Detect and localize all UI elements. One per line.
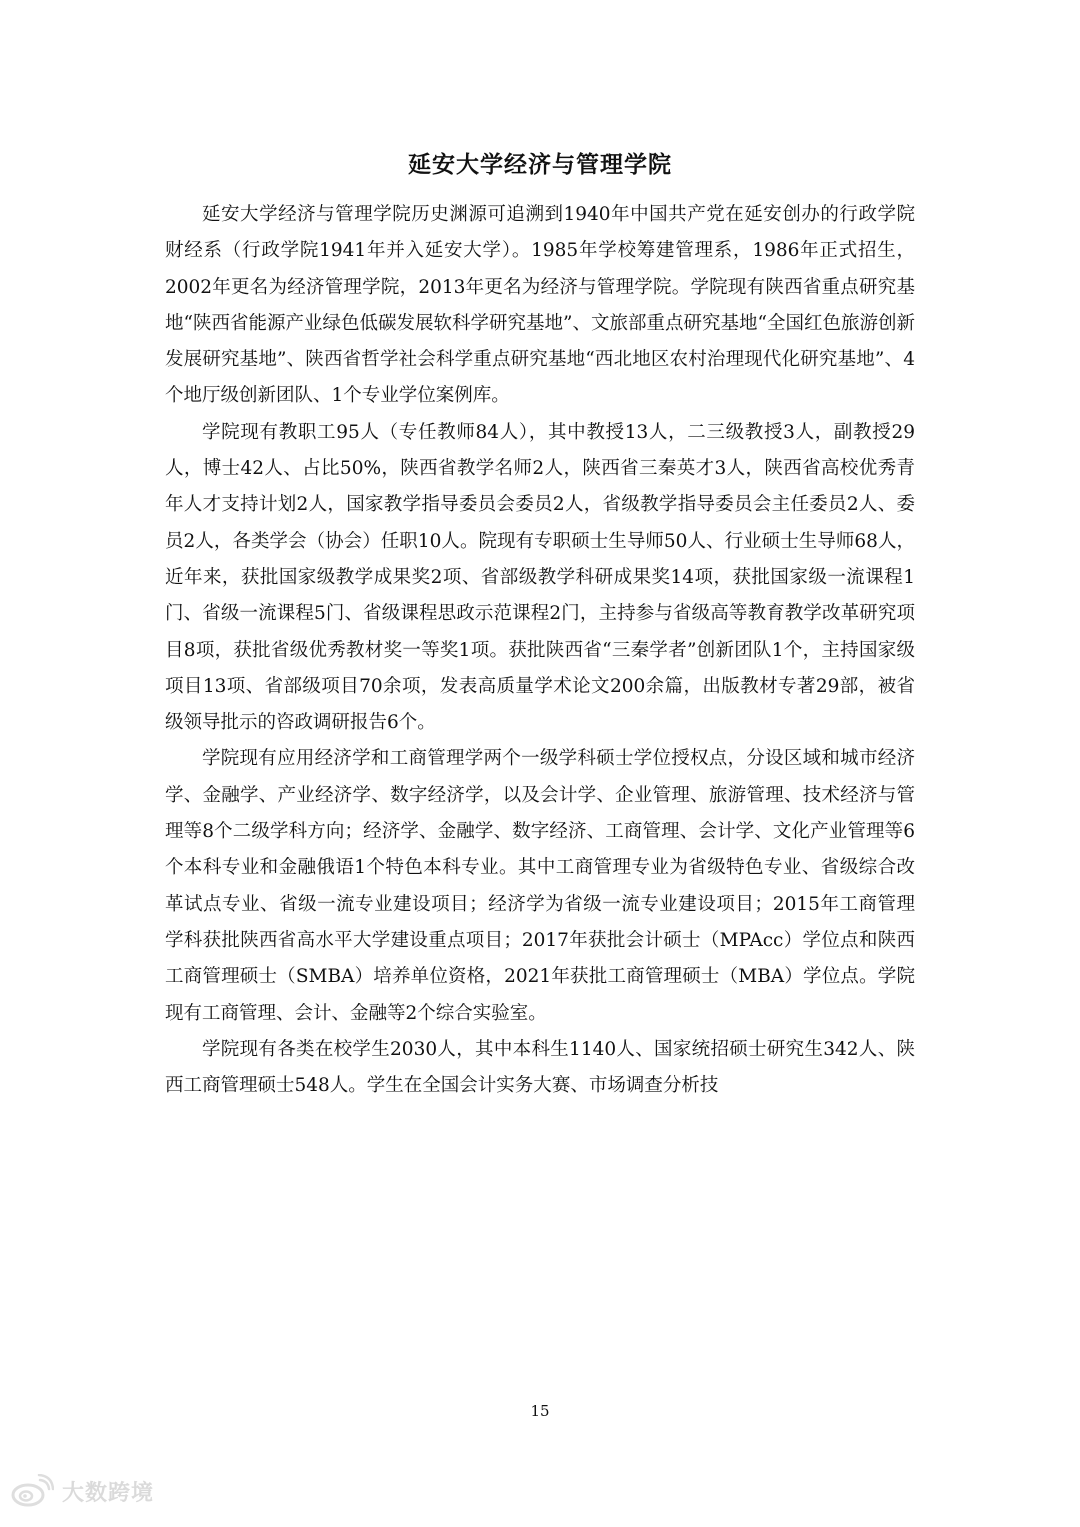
paragraph-programs: 学院现有应用经济学和工商管理学两个一级学科硕士学位授权点，分设区域和城市经济学、金融学、产业经济学、数字经济学，以及会计学、企业管理、旅游管理、技术经济与管理等8个二级学科方向；经济学、金融学、数字经济、工商管理、会计学、文化产业管理等6个本科专业和金融俄语1个特色本科专业。其中工商管理专业为省级特色专业、省级综合改革试点专业、省级一流专业建设项目；经济学为省级一流专业建设项目；2015年工商管理学科获批陕西省高水平大学建设重点项目；2017年获批会计硕士（MPAcc）学位点和陕西工商管理硕士（SMBA）培养单位资格，2021年获批工商管理硕士（MBA）学位点。学院现有工商管理、会计、金融等2个综合实验室。 xyxy=(165,748,915,1024)
weibo-logo-icon xyxy=(10,1474,54,1508)
watermark xyxy=(10,1471,154,1511)
paragraph-students: 学院现有各类在校学生2030人，其中本科生1140人、国家统招硕士研究生342人、陕西工商管理硕士548人。学生在全国会计实务大赛、市场调查分析技 xyxy=(165,1038,915,1097)
document-title: 延安大学经济与管理学院 xyxy=(408,152,672,178)
watermark-text: 大数跨境 xyxy=(62,1480,155,1506)
document-body xyxy=(165,197,915,1104)
paragraph-history: 延安大学经济与管理学院历史渊源可追溯到1940年中国共产党在延安创办的行政学院财经系（行政学院1941年并入延安大学）。1985年学校筹建管理系，1986年正式招生，2002年更名为经济管理学院，2013年更名为经济与管理学院。学院现有陕西省重点研究基地“陕西省能源产业绿色低碳发展软科学研究基地”、文旅部重点研究基地“全国红色旅游创新发展研究基地”、陕西省哲学社会科学重点研究基地“西北地区农村治理现代化研究基地”、4个地厅级创新团队、1个专业学位案例库。 xyxy=(165,204,915,407)
page-number: 15 xyxy=(530,1402,550,1420)
paragraph-faculty: 学院现有教职工95人（专任教师84人），其中教授13人，二三级教授3人，副教授29人，博士42人、占比50%，陕西省教学名师2人，陕西省三秦英才3人，陕西省高校优秀青年人才支持计划2人，国家教学指导委员会委员2人，省级教学指导委员会主任委员2人、委员2人，各类学会（协会）任职10人。院现有专职硕士生导师50人、行业硕士生导师68人，近年来，获批国家级教学成果奖2项、省部级教学科研成果奖14项，获批国家级一流课程1门、省级一流课程5门、省级课程思政示范课程2门，主持参与省级高等教育教学改革研究项目8项，获批省级优秀教材奖一等奖1项。获批陕西省“三秦学者”创新团队1个，主持国家级项目13项、省部级项目70余项，发表高质量学术论文200余篇，出版教材专著29部，被省级领导批示的咨政调研报告6个。 xyxy=(165,421,915,734)
